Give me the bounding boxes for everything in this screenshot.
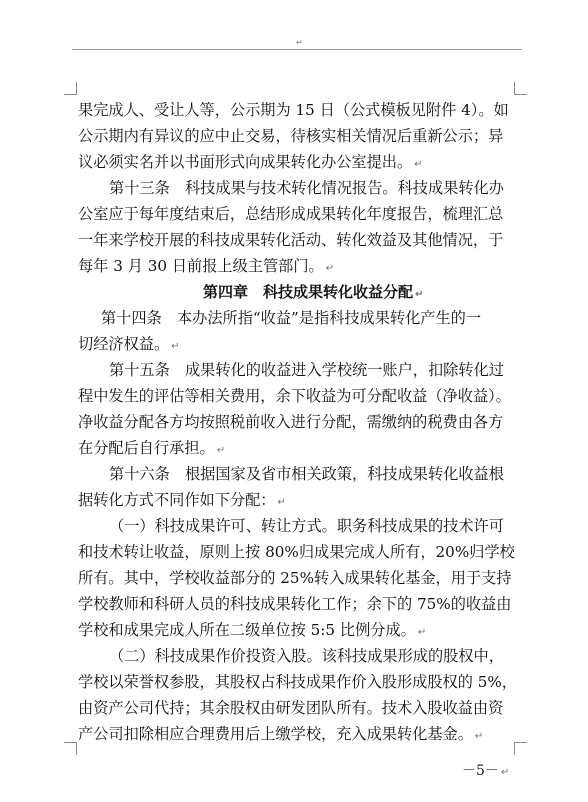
- clause-2: （二）科技成果作价投资入股。该科技成果形成的股权中，: [109, 647, 504, 665]
- paragraph-mark-icon: ↵: [325, 263, 335, 274]
- text-line: 一年来学校开展的科技成果转化活动、转化效益及其他情况，于: [78, 231, 504, 249]
- header-paragraph-mark: ↵: [296, 38, 303, 47]
- text-line: 学校和成果完成人所在二级单位按 5:5 比例分成。 ↵: [78, 621, 427, 639]
- page-number: －5－ ↵: [462, 763, 510, 779]
- text-line: 在分配后自行承担。 ↵: [78, 439, 226, 457]
- text-line: 果完成人、受让人等，公示期为 15 日（公式模板见附件 4）。如: [78, 101, 509, 119]
- paragraph-mark-icon: ↵: [500, 767, 510, 778]
- text-line: 据转化方式不同作如下分配： ↵: [78, 491, 286, 509]
- paragraph-mark-icon: ↵: [216, 445, 226, 456]
- chapter-heading: 第四章 科技成果转化收益分配 ↵: [203, 283, 424, 301]
- text-line: 公室应于每年度结束后，总结形成成果转化年度报告，梳理汇总: [78, 205, 504, 223]
- text-line: 议必须实名并以书面形式向成果转化办公室提出。 ↵: [78, 153, 423, 171]
- crop-mark-bottom-left: [64, 742, 77, 755]
- article-16: 第十六条 根据国家及省市相关政策，科技成果转化收益根: [109, 465, 504, 483]
- paragraph-mark-icon: ↵: [414, 159, 423, 170]
- text-line: 学校教师和科研人员的科技成果转化工作；余下的 75%的收益由: [78, 595, 512, 613]
- text-line: 由资产公司代持；其余股权由研发团队所有。技术入股收益由资: [78, 699, 504, 717]
- text-line: 每年 3 月 30 日前报上级主管部门。 ↵: [78, 257, 335, 275]
- text-line: 净收益分配各方均按照税前收入进行分配，需缴纳的税费由各方: [78, 413, 504, 431]
- header-rule: [72, 49, 522, 50]
- text-line: 和技术转让收益，原则上按 80%归成果完成人所有，20%归学校: [78, 543, 515, 561]
- text-line: 产公司扣除相应合理费用后上缴学校，充入成果转化基金。 ↵: [78, 725, 484, 743]
- text-line: 所有。其中，学校收益部分的 25%转入成果转化基金，用于支持: [78, 569, 512, 587]
- paragraph-mark-icon: ↵: [277, 497, 286, 508]
- text-line: 公示期内有异议的应中止交易，待核实相关情况后重新公示；异: [78, 127, 504, 145]
- paragraph-mark-icon: ↵: [417, 627, 427, 638]
- article-13: 第十三条 科技成果与技术转化情况报告。科技成果转化办: [109, 179, 504, 197]
- text-line: 学校以荣誉权参股，其股权占科技成果作价入股形成股权的 5%，: [78, 673, 517, 691]
- clause-1: （一）科技成果许可、转让方式。职务科技成果的技术许可: [109, 517, 504, 535]
- text-line: 程中发生的评估等相关费用，余下收益为可分配收益（净收益）。: [78, 387, 511, 405]
- crop-mark-top-right: [514, 82, 527, 95]
- paragraph-mark-icon: ↵: [474, 731, 484, 742]
- article-15: 第十五条 成果转化的收益进入学校统一账户，扣除转化过: [109, 361, 504, 379]
- text-line: 切经济权益。 ↵: [78, 335, 180, 353]
- paragraph-mark-icon: ↵: [415, 289, 424, 300]
- document-body: [78, 97, 522, 747]
- paragraph-mark-icon: ↵: [171, 341, 180, 352]
- article-14: 第十四条 本办法所指“收益”是指科技成果转化产生的一: [101, 309, 482, 327]
- crop-mark-top-left: [64, 82, 77, 95]
